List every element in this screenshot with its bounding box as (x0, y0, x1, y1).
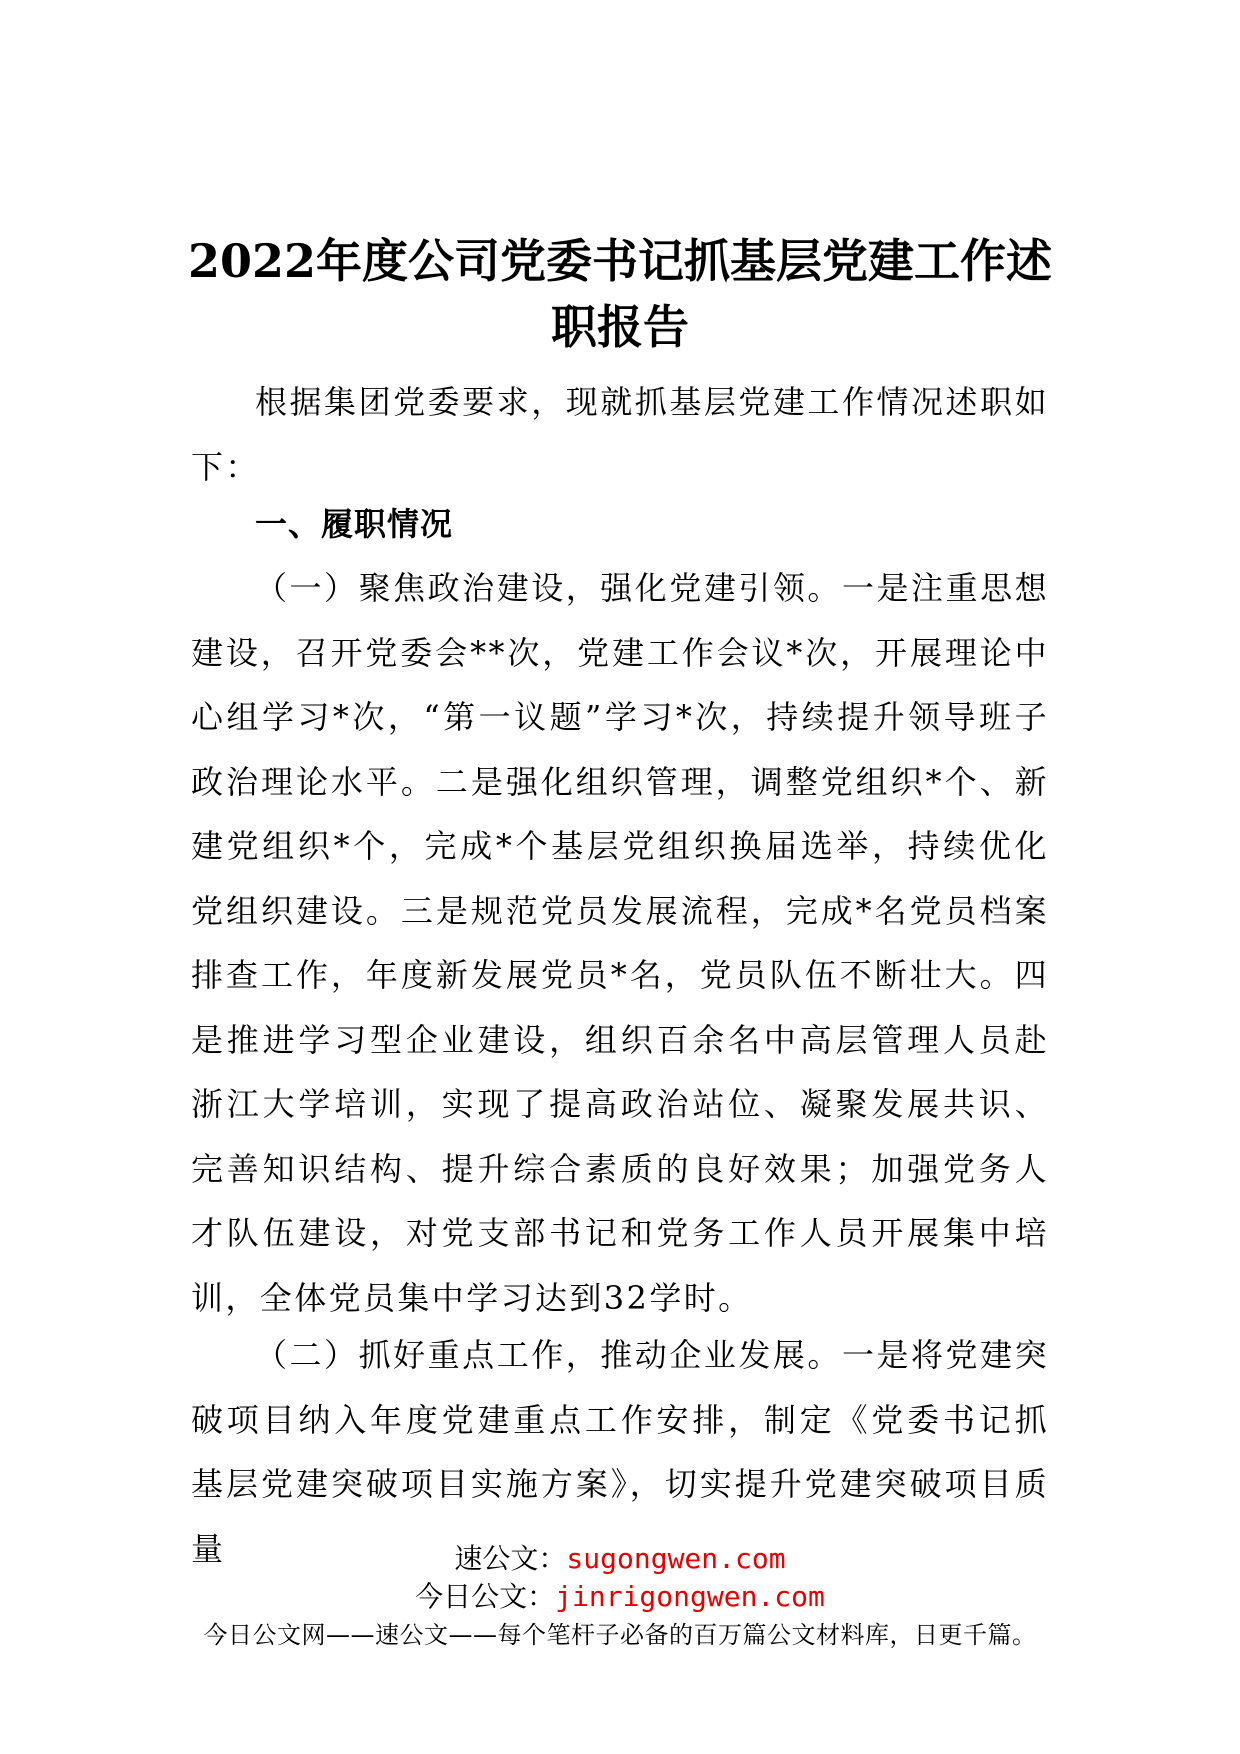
footer-sugongwen-label: 速公文： (454, 1542, 567, 1575)
document-title-line2: 职报告 (551, 300, 689, 354)
footer-jinrigongwen (0, 1580, 1240, 1614)
footer-jinrigongwen-link[interactable]: jinrigongwen.com (555, 1580, 825, 1613)
paragraph-political-building: （一）聚焦政治建设，强化党建引领。一是注重思想建设，召开党委会**次，党建工作会议*次，开展理论中心组学习*次，“第一议题”学习*次，持续提升领导班子政治理论水平。二是强化组织管理，调整党组织*个、新建党组织*个，完成*个基层党组织换届选举，持续优化党组织建设。三是规范党员发展流程，完成*名党员档案排查工作，年度新发展党员*名，党员队伍不断壮大。四是推进学习型企业建设，组织百余名中高层管理人员赴浙江大学培训，实现了提高政治站位、凝聚发展共识、完善知识结构、提升综合素质的良好效果；加强党务人才队伍建设，对党支部书记和党务工作人员开展集中培训，全体党员集中学习达到32学时。 (191, 569, 1049, 1317)
footer-jinrigongwen-label: 今日公文： (415, 1580, 556, 1613)
document-title-line1: 2022年度公司党委书记抓基层党建工作述 (187, 234, 1053, 288)
intro-paragraph: 根据集团党委要求，现就抓基层党建工作情况述职如下： (191, 383, 1049, 486)
document-title (180, 228, 1060, 360)
paragraph-key-work: （二）抓好重点工作，推动企业发展。一是将党建突破项目纳入年度党建重点工作安排，制定《党委书记抓基层党建突破项目实施方案》，切实提升党建突破项目质量 (191, 1336, 1049, 1568)
section-heading-duties: 一、履职情况 (255, 505, 454, 543)
footer-slogan: 今日公文网——速公文——每个笔杆子必备的百万篇公文材料库，日更千篇。 (203, 1621, 1037, 1649)
footer-sugongwen-link[interactable]: sugongwen.com (566, 1542, 786, 1575)
footer-sugongwen (0, 1542, 1240, 1576)
